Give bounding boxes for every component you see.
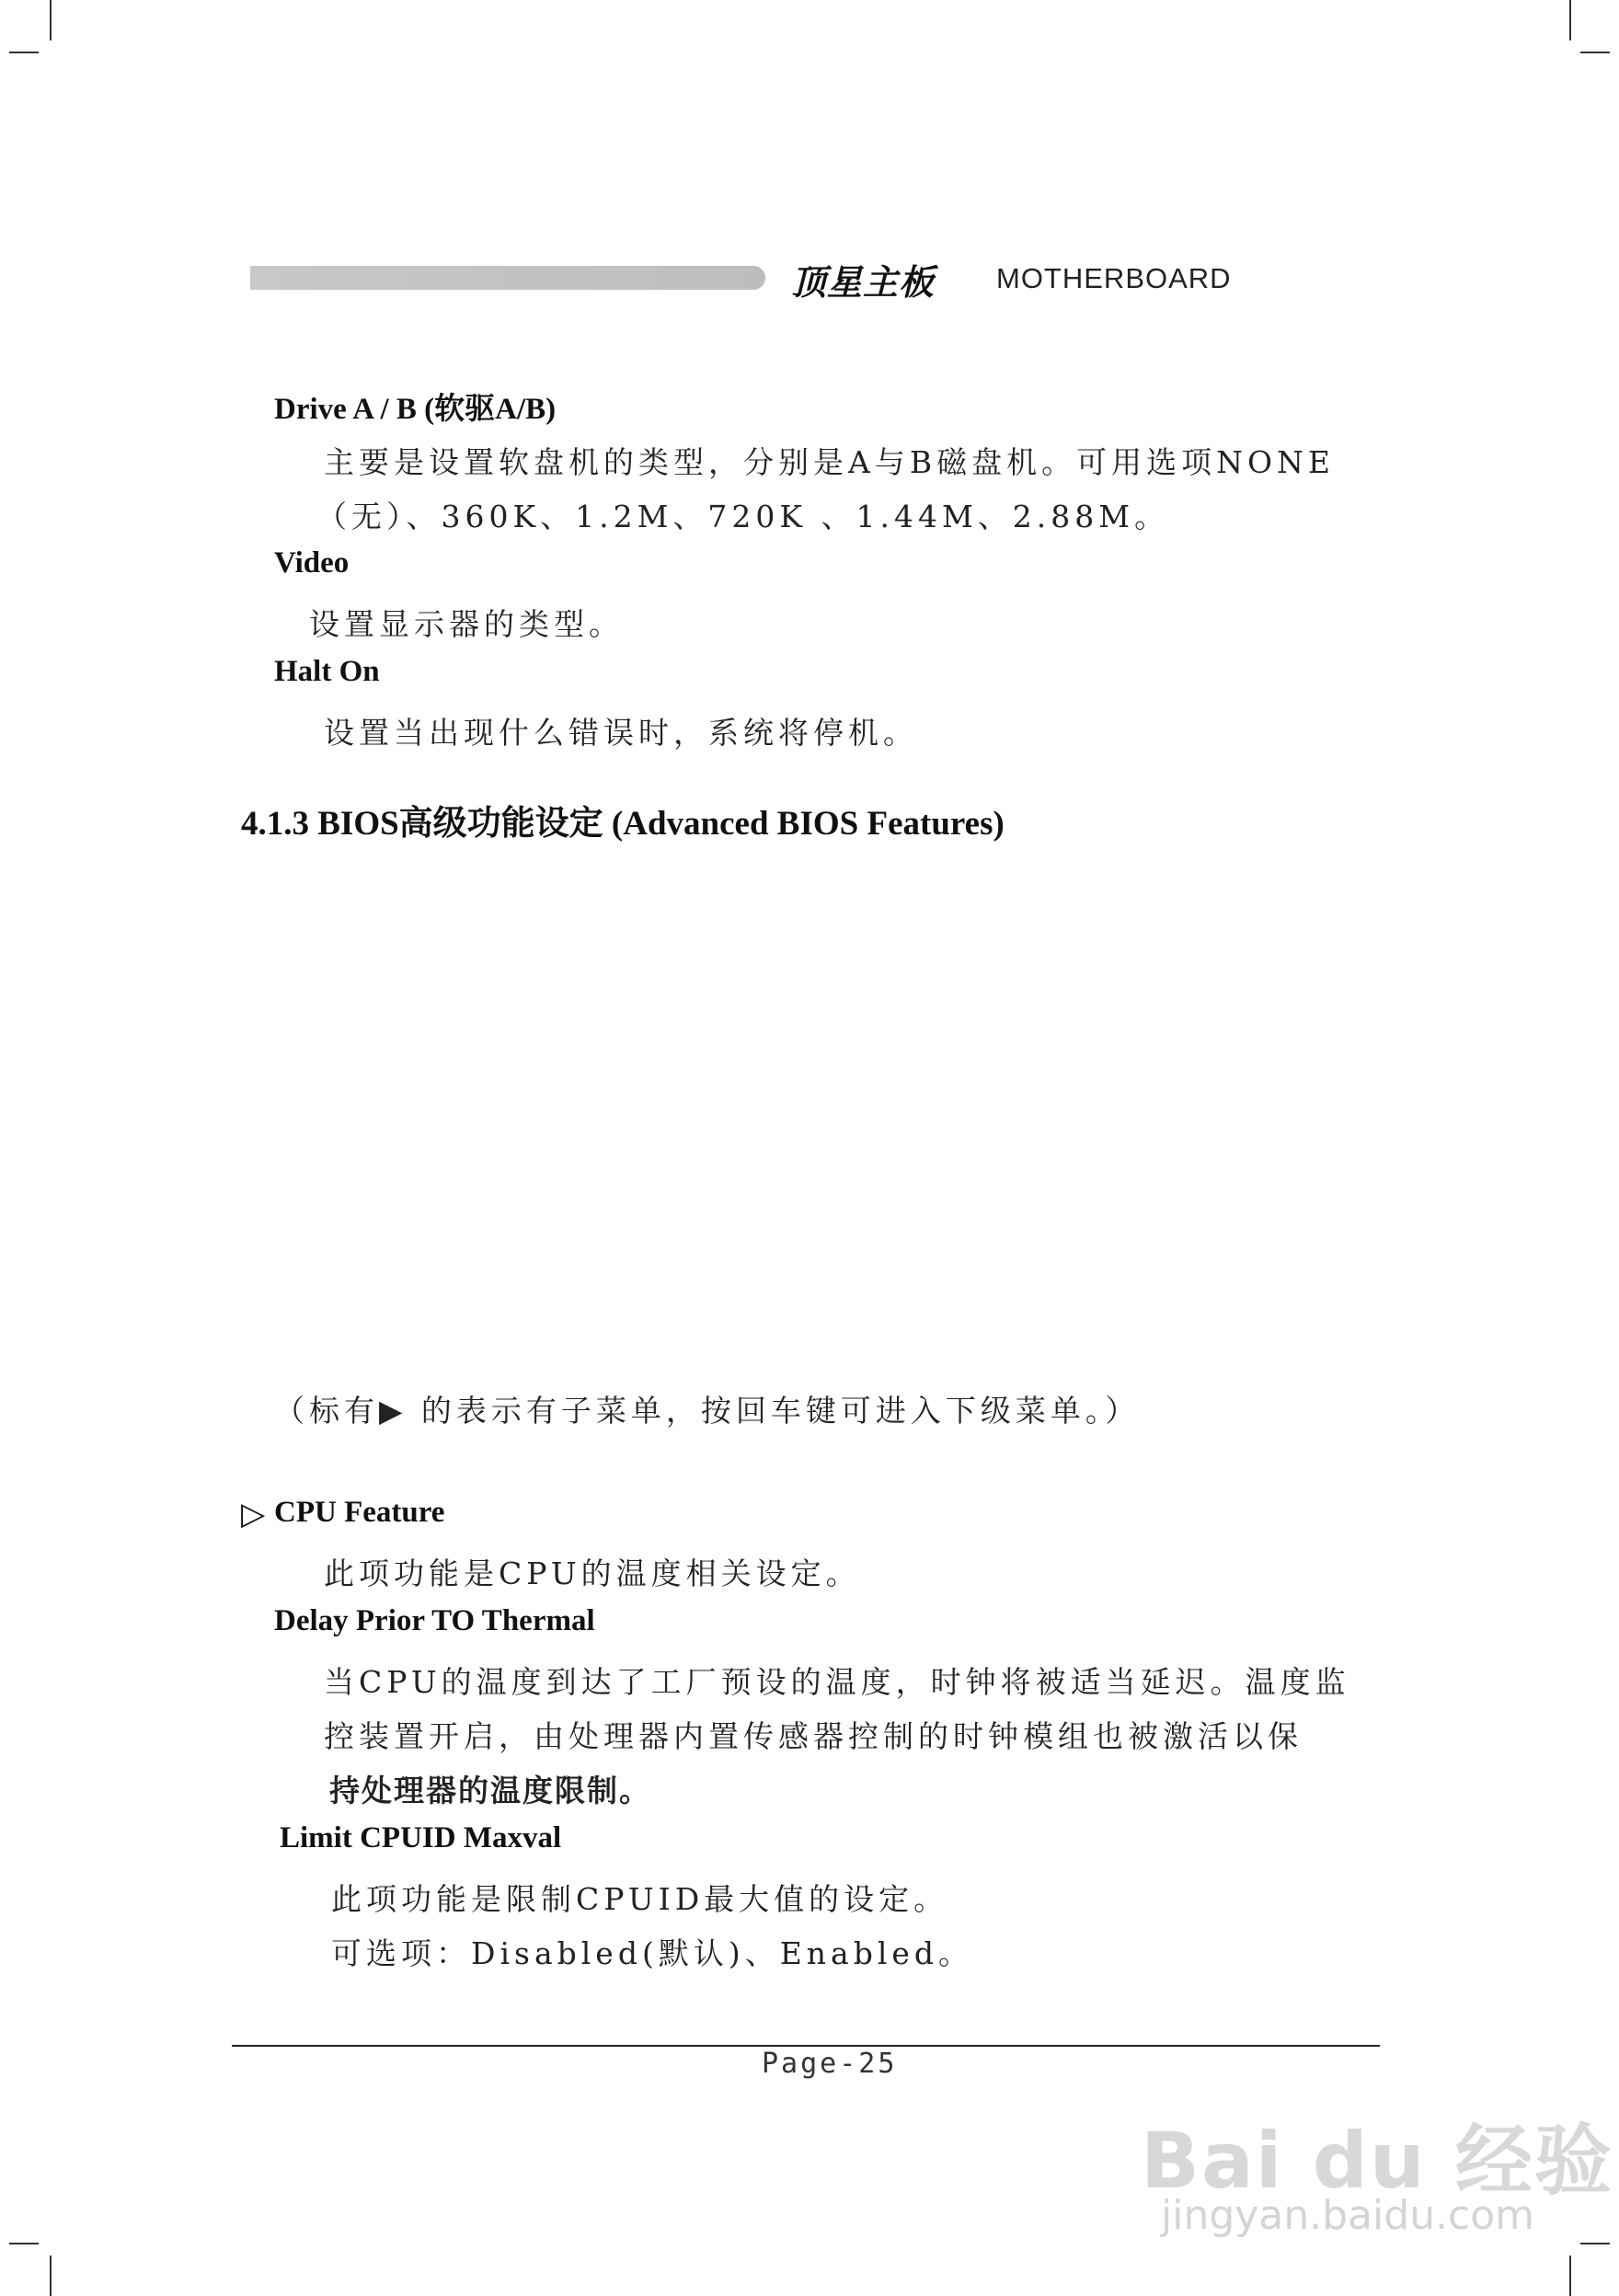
cpu-feature-title: CPU Feature — [274, 1496, 445, 1529]
crop-mark — [9, 52, 39, 53]
brand-name-cn: 顶星主板 — [791, 262, 936, 303]
footer-rule — [232, 2045, 1380, 2047]
crop-mark — [50, 2256, 52, 2296]
baidu-watermark-logo: Bai du 经验 — [1141, 2116, 1613, 2206]
bios-screenshot-area — [241, 865, 1378, 1361]
limit-desc-line1: 此项功能是限制CPUID最大值的设定。 — [331, 1881, 949, 1917]
limit-desc-line2: 可选项：Disabled(默认)、Enabled。 — [331, 1935, 974, 1971]
section-title: 4.1.3 BIOS高级功能设定 (Advanced BIOS Features) — [241, 805, 1005, 843]
limit-title: Limit CPUID Maxval — [280, 1821, 562, 1854]
brand-name-en: MOTHERBOARD — [996, 262, 1232, 294]
halt-desc: 设置当出现什么错误时，系统将停机。 — [324, 715, 918, 751]
drive-desc-line2: （无）、360K、1.2M、720K 、1.44M、2.88M。 — [316, 499, 1170, 534]
drive-desc-line1: 主要是设置软盘机的类型，分别是A与B磁盘机。可用选项NONE — [324, 444, 1335, 480]
video-title: Video — [274, 546, 350, 580]
delay-title: Delay Prior TO Thermal — [274, 1604, 595, 1637]
crop-mark — [1569, 2256, 1571, 2296]
crop-mark — [9, 2243, 39, 2244]
delay-desc-line3: 持处理器的温度限制。 — [329, 1773, 651, 1808]
submenu-arrow-icon: ▷ — [241, 1498, 266, 1532]
drive-title: Drive A / B (软驱A/B) — [274, 393, 557, 426]
crop-mark — [1580, 2243, 1610, 2244]
crop-mark — [1580, 52, 1610, 53]
page-number: Page-25 — [762, 2048, 898, 2080]
crop-mark — [50, 0, 52, 40]
video-desc: 设置显示器的类型。 — [309, 606, 624, 642]
cpu-feature-desc: 此项功能是CPU的温度相关设定。 — [324, 1556, 861, 1591]
header-bar — [250, 266, 765, 290]
halt-title: Halt On — [274, 655, 380, 688]
delay-desc-line2: 控装置开启，由处理器内置传感器控制的时钟模组也被激活以保 — [324, 1718, 1303, 1754]
crop-mark — [1569, 0, 1571, 40]
submenu-note: （标有▶ 的表示有子菜单，按回车键可进入下级菜单。） — [274, 1393, 1141, 1429]
delay-desc-line1: 当CPU的温度到达了工厂预设的温度，时钟将被适当延迟。温度监 — [324, 1664, 1350, 1700]
baidu-watermark-url: jingyan.baidu.com — [1161, 2192, 1535, 2239]
